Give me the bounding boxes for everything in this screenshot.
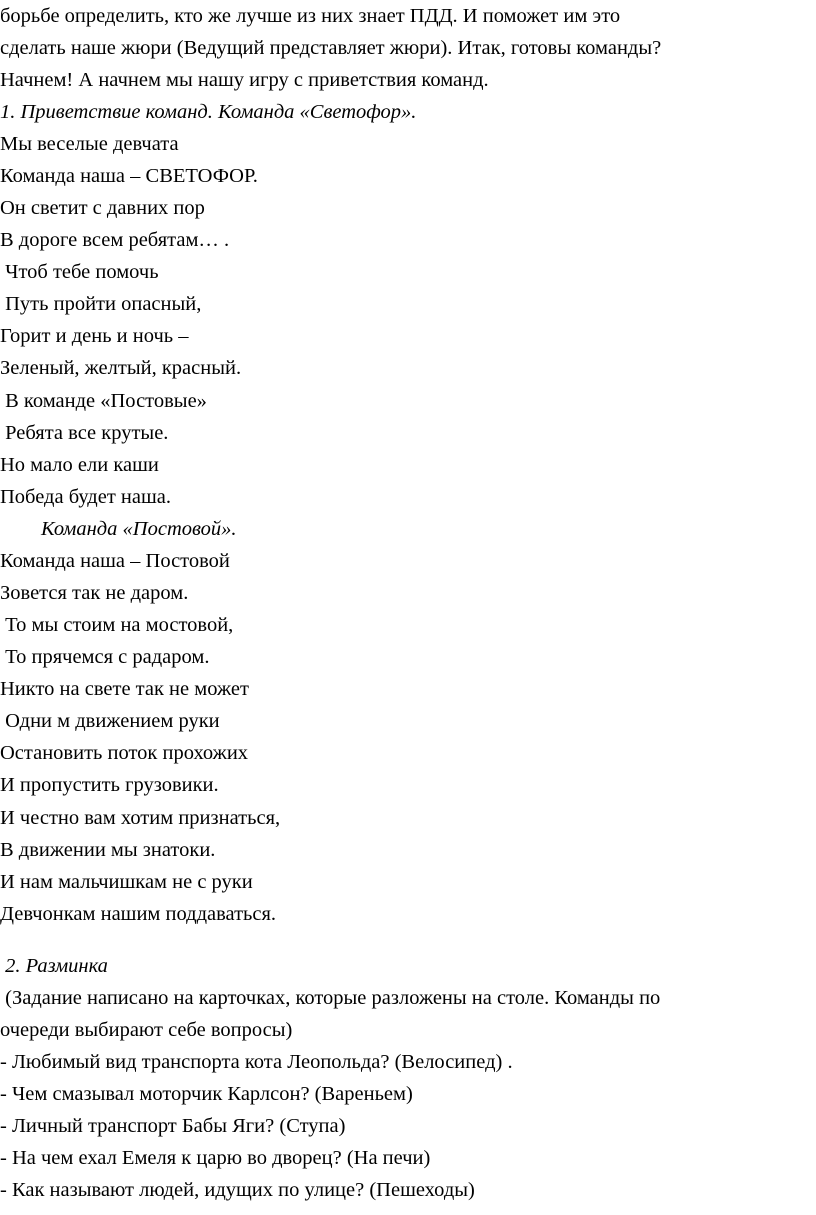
text-line: Остановить поток прохожих [0,742,249,764]
text-line: Начнем! А начнем мы нашу игру с приветствия команд. [0,69,489,91]
text-line: И пропустить грузовики. [0,774,219,796]
text-line: Девчонкам нашим поддаваться. [0,903,277,925]
text-line: В дороге всем ребятам… . [0,229,230,251]
text-line: И честно вам хотим признаться, [0,807,281,829]
text-line: Зовется так не даром. [0,582,189,604]
text-line: Путь пройти опасный, [0,293,202,315]
text-line: Зеленый, желтый, красный. [0,357,242,379]
text-line: Победа будет наша. [0,486,171,508]
text-line: Команда наша – Постовой [0,550,230,572]
text-line: - Любимый вид транспорта кота Леопольда? (Велосипед) . [0,1051,513,1073]
section-heading: 1. Приветствие команд. Команда «Светофор». [0,101,417,123]
text-line: очереди выбирают себе вопросы) [0,1019,293,1041]
text-line: Никто на свете так не может [0,678,249,700]
text-line: - Чем смазывал моторчик Карлсон? (Вареньем) [0,1083,413,1105]
text-line: - Как называют людей, идущих по улице? (Пешеходы) [0,1179,475,1201]
text-line: И нам мальчишкам не с руки [0,871,253,893]
section-heading: Команда «Постовой». [0,518,237,540]
text-line: В движении мы знатоки. [0,839,216,861]
text-line: То прячемся с радаром. [0,646,210,668]
text-line: Ребята все крутые. [0,422,169,444]
section-heading: 2. Разминка [0,955,108,977]
text-line: Мы веселые девчата [0,133,179,155]
text-line: (Задание написано на карточках, которые разложены на столе. Команды по [0,987,661,1009]
text-line: Горит и день и ночь – [0,325,189,347]
text-line: Команда наша – СВЕТОФОР. [0,165,258,187]
text-line: Но мало ели каши [0,454,159,476]
text-line: В команде «Постовые» [0,390,207,412]
text-line: борьбе определить, кто же лучше из них знает ПДД. И поможет им это [0,5,621,27]
text-line: - Личный транспорт Бабы Яги? (Ступа) [0,1115,346,1137]
text-line: сделать наше жюри (Ведущий представляет жюри). Итак, готовы команды? [0,37,662,59]
text-line: - На чем ехал Емеля к царю во дворец? (На печи) [0,1147,431,1169]
text-line: Он светит с давних пор [0,197,205,219]
text-line: Одни м движением руки [0,710,220,732]
text-line: То мы стоим на мостовой, [0,614,234,636]
text-line: Чтоб тебе помочь [0,261,159,283]
